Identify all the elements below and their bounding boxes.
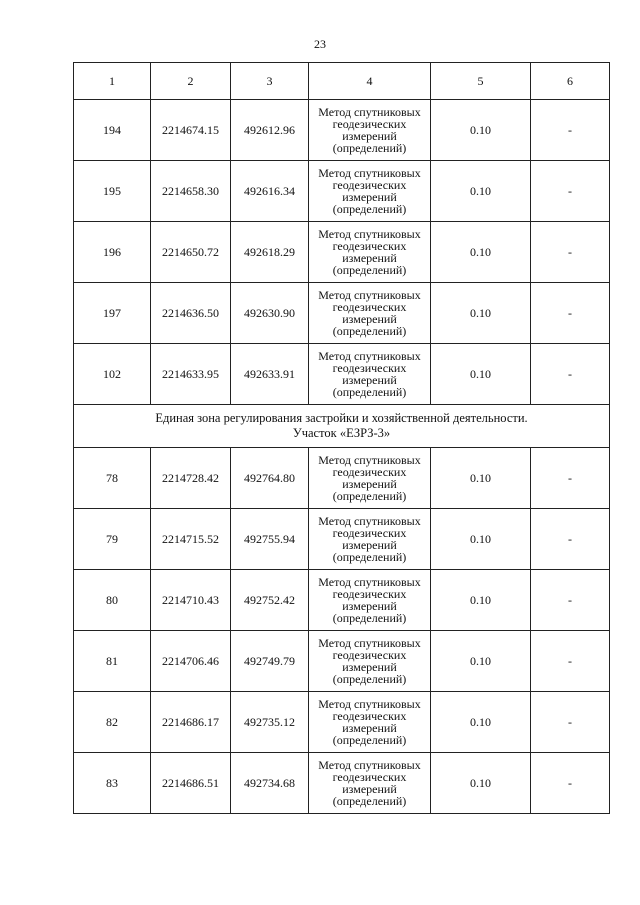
note-cell: - [531, 631, 610, 692]
x-coordinate-cell: 2214728.42 [151, 448, 231, 509]
method-line: (определений) [332, 733, 407, 747]
y-coordinate-cell: 492752.42 [231, 570, 309, 631]
method-cell [309, 448, 431, 509]
method-line: геодезических [332, 361, 407, 375]
note-cell: - [531, 344, 610, 405]
table-row [74, 631, 610, 692]
y-coordinate-cell: 492735.12 [231, 692, 309, 753]
coordinates-table [73, 62, 610, 814]
method-line: измерений [342, 477, 397, 491]
table-row [74, 344, 610, 405]
method-cell [309, 631, 431, 692]
method-line: измерений [342, 782, 397, 796]
method-line: измерений [342, 251, 397, 265]
method-line: геодезических [332, 465, 407, 479]
accuracy-cell: 0.10 [431, 509, 531, 570]
method-cell [309, 509, 431, 570]
y-coordinate-cell: 492764.80 [231, 448, 309, 509]
table-row [74, 161, 610, 222]
accuracy-cell: 0.10 [431, 100, 531, 161]
method-line: измерений [342, 190, 397, 204]
method-line: (определений) [332, 385, 407, 399]
method-line: измерений [342, 373, 397, 387]
point-number-cell: 194 [74, 100, 151, 161]
point-number-cell: 195 [74, 161, 151, 222]
method-cell [309, 753, 431, 814]
accuracy-cell: 0.10 [431, 344, 531, 405]
method-line: Метод спутниковых [318, 453, 421, 467]
x-coordinate-cell: 2214658.30 [151, 161, 231, 222]
method-line: (определений) [332, 611, 407, 625]
table-header-row [74, 63, 610, 100]
point-number-cell: 102 [74, 344, 151, 405]
section-title-line: Участок «ЕЗРЗ-3» [292, 426, 391, 440]
method-line: измерений [342, 312, 397, 326]
accuracy-cell: 0.10 [431, 692, 531, 753]
method-line: (определений) [332, 794, 407, 808]
header-cell: 3 [231, 63, 309, 100]
point-number-cell: 78 [74, 448, 151, 509]
method-line: Метод спутниковых [318, 697, 421, 711]
method-line: геодезических [332, 770, 407, 784]
method-line: Метод спутниковых [318, 166, 421, 180]
method-line: геодезических [332, 587, 407, 601]
table-row [74, 509, 610, 570]
table-row [74, 753, 610, 814]
accuracy-cell: 0.10 [431, 570, 531, 631]
x-coordinate-cell: 2214686.51 [151, 753, 231, 814]
table-row [74, 448, 610, 509]
note-cell: - [531, 509, 610, 570]
method-line: геодезических [332, 300, 407, 314]
method-line: (определений) [332, 141, 407, 155]
method-line: геодезических [332, 117, 407, 131]
x-coordinate-cell: 2214633.95 [151, 344, 231, 405]
method-line: геодезических [332, 526, 407, 540]
method-line: (определений) [332, 202, 407, 216]
table-row [74, 100, 610, 161]
method-line: измерений [342, 538, 397, 552]
accuracy-cell: 0.10 [431, 161, 531, 222]
table-row [74, 570, 610, 631]
section-title-line: Единая зона регулирования застройки и хозяйственной деятельности. [155, 411, 528, 425]
table-row [74, 283, 610, 344]
note-cell: - [531, 753, 610, 814]
section-title [74, 405, 610, 448]
header-cell: 1 [74, 63, 151, 100]
x-coordinate-cell: 2214686.17 [151, 692, 231, 753]
method-line: Метод спутниковых [318, 636, 421, 650]
method-cell [309, 222, 431, 283]
note-cell: - [531, 100, 610, 161]
note-cell: - [531, 692, 610, 753]
method-line: геодезических [332, 648, 407, 662]
y-coordinate-cell: 492749.79 [231, 631, 309, 692]
y-coordinate-cell: 492618.29 [231, 222, 309, 283]
accuracy-cell: 0.10 [431, 448, 531, 509]
header-cell: 2 [151, 63, 231, 100]
method-cell [309, 344, 431, 405]
x-coordinate-cell: 2214674.15 [151, 100, 231, 161]
method-line: геодезических [332, 178, 407, 192]
method-line: Метод спутниковых [318, 349, 421, 363]
accuracy-cell: 0.10 [431, 222, 531, 283]
table-row [74, 222, 610, 283]
point-number-cell: 80 [74, 570, 151, 631]
y-coordinate-cell: 492612.96 [231, 100, 309, 161]
point-number-cell: 83 [74, 753, 151, 814]
accuracy-cell: 0.10 [431, 753, 531, 814]
method-line: (определений) [332, 489, 407, 503]
page-number: 23 [314, 37, 326, 51]
point-number-cell: 196 [74, 222, 151, 283]
method-line: (определений) [332, 672, 407, 686]
method-cell [309, 283, 431, 344]
x-coordinate-cell: 2214636.50 [151, 283, 231, 344]
method-line: Метод спутниковых [318, 105, 421, 119]
method-cell [309, 100, 431, 161]
method-line: измерений [342, 599, 397, 613]
method-line: Метод спутниковых [318, 227, 421, 241]
y-coordinate-cell: 492630.90 [231, 283, 309, 344]
method-line: Метод спутниковых [318, 288, 421, 302]
accuracy-cell: 0.10 [431, 283, 531, 344]
note-cell: - [531, 570, 610, 631]
y-coordinate-cell: 492616.34 [231, 161, 309, 222]
note-cell: - [531, 222, 610, 283]
method-line: Метод спутниковых [318, 514, 421, 528]
y-coordinate-cell: 492755.94 [231, 509, 309, 570]
method-line: (определений) [332, 263, 407, 277]
method-line: Метод спутниковых [318, 575, 421, 589]
point-number-cell: 81 [74, 631, 151, 692]
header-cell: 6 [531, 63, 610, 100]
note-cell: - [531, 448, 610, 509]
note-cell: - [531, 161, 610, 222]
header-cell: 4 [309, 63, 431, 100]
point-number-cell: 79 [74, 509, 151, 570]
method-line: (определений) [332, 324, 407, 338]
method-cell [309, 570, 431, 631]
section-header-row [74, 405, 610, 448]
x-coordinate-cell: 2214710.43 [151, 570, 231, 631]
x-coordinate-cell: 2214715.52 [151, 509, 231, 570]
note-cell: - [531, 283, 610, 344]
point-number-cell: 197 [74, 283, 151, 344]
accuracy-cell: 0.10 [431, 631, 531, 692]
method-line: (определений) [332, 550, 407, 564]
method-line: измерений [342, 721, 397, 735]
x-coordinate-cell: 2214650.72 [151, 222, 231, 283]
header-cell: 5 [431, 63, 531, 100]
method-line: геодезических [332, 239, 407, 253]
point-number-cell: 82 [74, 692, 151, 753]
method-line: измерений [342, 660, 397, 674]
method-line: геодезических [332, 709, 407, 723]
x-coordinate-cell: 2214706.46 [151, 631, 231, 692]
method-cell [309, 161, 431, 222]
method-line: измерений [342, 129, 397, 143]
y-coordinate-cell: 492633.91 [231, 344, 309, 405]
method-cell [309, 692, 431, 753]
y-coordinate-cell: 492734.68 [231, 753, 309, 814]
table-row [74, 692, 610, 753]
method-line: Метод спутниковых [318, 758, 421, 772]
